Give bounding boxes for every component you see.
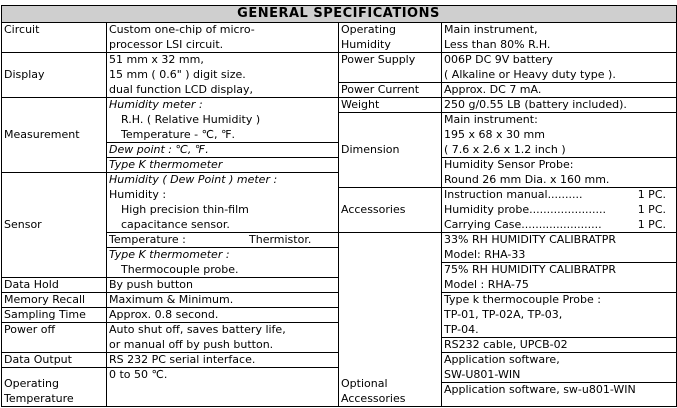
spec-value-right: 1 PC.: [637, 218, 666, 231]
spec-value: Humidity :: [109, 188, 167, 201]
table-border-bottom: [1, 406, 676, 407]
spec-value: TP-01, TP-02A, TP-03,: [444, 308, 563, 321]
spec-label: Power Supply: [341, 53, 416, 66]
spec-value: Model : RHA-75: [444, 278, 529, 291]
spec-label: Power Current: [341, 83, 420, 96]
spec-label: Data Output: [4, 353, 72, 366]
spec-value: dual function LCD display,: [109, 83, 254, 96]
spec-label: Measurement: [4, 128, 80, 141]
spec-value: Auto shut off, saves battery life,: [109, 323, 286, 336]
column-divider: [441, 22, 442, 406]
spec-label: Operating Humidity: [341, 23, 396, 51]
column-divider: [106, 22, 107, 406]
spec-value: Temperature - ℃, ℉.: [121, 128, 235, 141]
spec-value: 006P DC 9V battery: [444, 53, 553, 66]
spec-value: Maximum & Minimum.: [109, 293, 234, 306]
spec-value: 195 x 68 x 30 mm: [444, 128, 545, 141]
spec-value: Approx. DC 7 mA.: [444, 83, 542, 96]
spec-value: RS 232 PC serial interface.: [109, 353, 256, 366]
spec-value: RS232 cable, UPCB-02: [444, 338, 568, 351]
spec-value: Model: RHA-33: [444, 248, 526, 261]
spec-value: Temperature :: [109, 233, 186, 246]
row-rule: [1, 367, 338, 368]
spec-value: capacitance sensor.: [121, 218, 230, 231]
spec-value: Instruction manual..........: [444, 188, 583, 201]
spec-value: Humidity ( Dew Point ) meter :: [109, 173, 278, 186]
spec-value: Humidity probe......................: [444, 203, 607, 216]
spec-value: 33% RH HUMIDITY CALIBRATPR: [444, 233, 617, 246]
spec-value: R.H. ( Relative Humidity ): [121, 113, 261, 126]
spec-value: Dew point : ℃, ℉.: [109, 143, 209, 156]
spec-value: Round 26 mm Dia. x 160 mm.: [444, 173, 610, 186]
spec-value: Main instrument:: [444, 113, 538, 126]
spec-value-right: Thermistor.: [249, 233, 312, 246]
spec-value: Approx. 0.8 second.: [109, 308, 219, 321]
spec-value: 15 mm ( 0.6" ) digit size.: [109, 68, 246, 81]
spec-value: 250 g/0.55 LB (battery included).: [444, 98, 627, 111]
table-border-left: [1, 5, 2, 407]
spec-label: Circuit: [4, 23, 40, 36]
spec-label: Accessories: [341, 203, 406, 216]
spec-value-right: 1 PC.: [637, 188, 666, 201]
spec-value: Carrying Case.......................: [444, 218, 602, 231]
table-border-top: [1, 5, 676, 6]
spec-value: 0 to 50 ℃.: [109, 368, 168, 381]
spec-label: Power off: [4, 323, 56, 336]
spec-label: Memory Recall: [4, 293, 86, 306]
spec-label: Sampling Time: [4, 308, 86, 321]
spec-value: Humidity meter :: [109, 98, 203, 111]
spec-label: Sensor: [4, 218, 42, 231]
spec-value: Application software,: [444, 353, 560, 366]
spec-value: TP-04.: [444, 323, 479, 336]
spec-value: Application software, sw-u801-WIN: [444, 383, 636, 396]
spec-value: processor LSI circuit.: [109, 38, 224, 51]
spec-value: Type K thermometer: [109, 158, 223, 171]
table-title: GENERAL SPECIFICATIONS: [237, 6, 440, 21]
spec-value: Humidity Sensor Probe:: [444, 158, 574, 171]
spec-label: Operating Temperature: [4, 377, 74, 405]
spec-value: 51 mm x 32 mm,: [109, 53, 204, 66]
spec-value: Main instrument,: [444, 23, 538, 36]
spec-value: Thermocouple probe.: [121, 263, 239, 276]
spec-label: Display: [4, 68, 45, 81]
spec-value: or manual off by push button.: [109, 338, 274, 351]
spec-value: ( Alkaline or Heavy duty type ).: [444, 68, 616, 81]
spec-value: SW-U801-WIN: [444, 368, 521, 381]
spec-label: Dimension: [341, 143, 400, 156]
spec-label: Weight: [341, 98, 380, 111]
spec-value: Custom one-chip of micro-: [109, 23, 255, 36]
spec-value: High precision thin-film: [121, 203, 249, 216]
spec-value: ( 7.6 x 2.6 x 1.2 inch ): [444, 143, 566, 156]
spec-label: Data Hold: [4, 278, 59, 291]
spec-value: 75% RH HUMIDITY CALIBRATPR: [444, 263, 617, 276]
spec-value: By push button: [109, 278, 193, 291]
spec-value: Type k thermocouple Probe :: [444, 293, 601, 306]
spec-value: Less than 80% R.H.: [444, 38, 551, 51]
spec-value: Type K thermometer :: [109, 248, 230, 261]
spec-label: Optional Accessories: [341, 377, 406, 405]
spec-value-right: 1 PC.: [637, 203, 666, 216]
column-divider-center: [338, 22, 339, 406]
